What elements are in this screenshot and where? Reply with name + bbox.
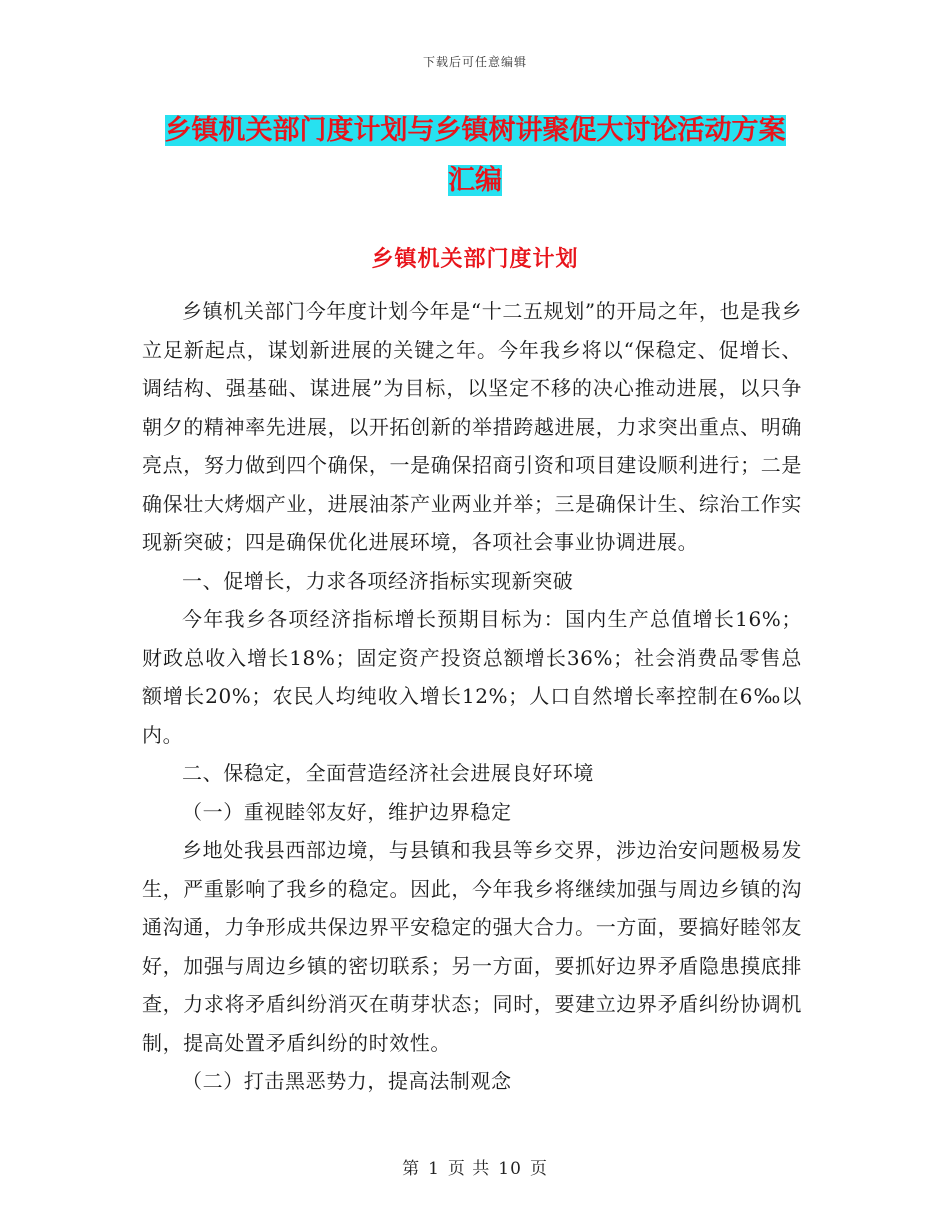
subheading-border-stability: （一）重视睦邻友好，维护边界稳定 <box>182 799 512 824</box>
header-note: 下载后可任意编辑 <box>422 55 527 69</box>
footer-middle: 页 共 <box>447 1159 491 1179</box>
document-title-line-1: 乡镇机关部门度计划与乡镇树讲聚促大讨论活动方案 <box>164 115 786 146</box>
footer-total-pages: 10 <box>498 1159 522 1179</box>
heading-promote-growth: 一、促增长，力求各项经济指标实现新突破 <box>182 568 574 593</box>
paragraph-economic-targets: 今年我乡各项经济指标增长预期目标为：国内生产总值增长16%；财政总收入增长18%；固定资产投资总额增长36%；社会消费品零售总额增长20%；农民人均纯收入增长12%；人口自然增长率控制在6‰以内。 <box>142 607 802 747</box>
footer-suffix: 页 <box>529 1159 548 1179</box>
footer-page-number: 1 <box>428 1159 440 1179</box>
paragraph-border-measures: 乡地处我县西部边境，与县镇和我县等乡交界，涉边治安问题极易发生，严重影响了我乡的稳定。因此，今年我乡将继续加强与周边乡镇的沟通沟通，力争形成共保边界平安稳定的强大合力。一方面，要搞好睦邻友好，加强与周边乡镇的密切联系；另一方面，要抓好边界矛盾隐患摸底排查，力求将矛盾纠纷消灭在萌芽状态；同时，要建立边界矛盾纠纷协调机制，提高处置矛盾纠纷的时效性。 <box>142 838 802 1055</box>
subheading-crack-down: （二）打击黑恶势力，提高法制观念 <box>182 1069 512 1093</box>
heading-maintain-stability: 二、保稳定，全面营造经济社会进展良好环境 <box>182 761 594 785</box>
page-footer <box>0 1154 950 1179</box>
document-title-line-2: 汇编 <box>448 165 502 196</box>
section-title: 乡镇机关部门度计划 <box>371 247 579 272</box>
paragraph-intro: 乡镇机关部门今年度计划今年是“十二五规划”的开局之年，也是我乡立足新起点，谋划新进展的关键之年。今年我乡将以“保稳定、促增长、调结构、强基础、谋进展”为目标，以坚定不移的决心推动进展，以只争朝夕的精神率先进展，以开拓创新的举措跨越进展，力求突出重点、明确亮点，努力做到四个确保，一是确保招商引资和项目建设顺利进行；二是确保壮大烤烟产业，进展油茶产业两业并举；三是确保计生、综治工作实现新突破；四是确保优化进展环境，各项社会事业协调进展。 <box>142 299 802 554</box>
document-title <box>140 106 810 206</box>
document-body <box>142 292 802 1101</box>
footer-prefix: 第 <box>402 1159 421 1179</box>
